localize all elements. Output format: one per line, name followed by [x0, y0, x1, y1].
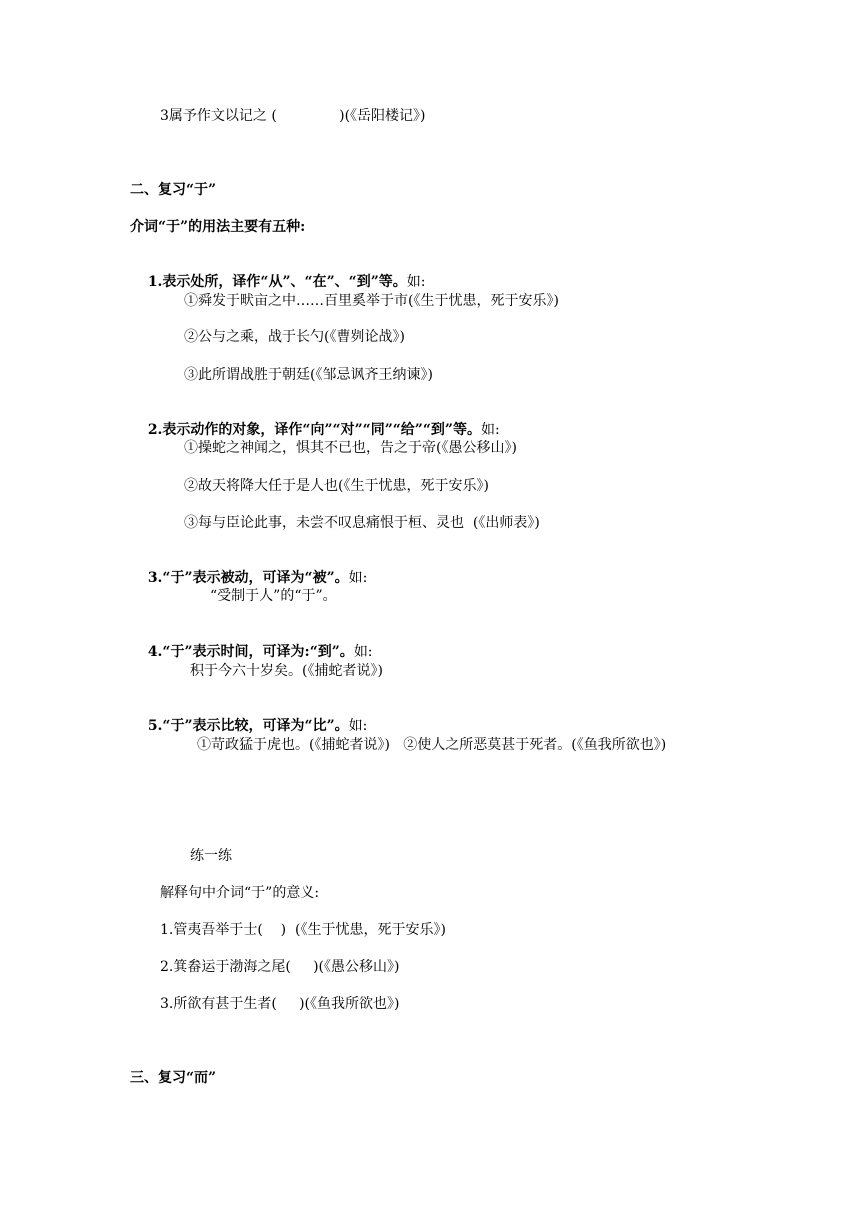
practice-item-3: 3.所欲有甚于生者( )(《鱼我所欲也》) — [160, 996, 400, 1012]
practice-item-1: 1.管夷吾举于士( ) (《生于忧患，死于安乐》) — [160, 922, 446, 938]
section-heading-er: 三、复习“而” — [130, 1070, 217, 1086]
example-3-1: “受制于人”的“于”。 — [210, 588, 337, 604]
usage-3-tail: 如: — [348, 570, 368, 586]
usage-3-title: 3.“于”表示被动，可译为“被”。 — [147, 570, 349, 586]
usage-2-title: 2.表示动作的对象，译作“向”“对”“同”“给”“到”等。 — [147, 422, 481, 438]
section-heading-yu: 二、复习“于” — [130, 182, 217, 198]
usage-5-title: 5.“于”表示比较，可译为“比”。 — [147, 718, 349, 734]
example-1-3: ③此所谓战胜于朝廷(《邹忌讽齐王纳谏》) — [184, 367, 433, 383]
usage-1-title: 1.表示处所，译作“从”、“在”、“到”等。 — [147, 274, 407, 290]
intro-text: 介词“于”的用法主要有五种: — [130, 219, 306, 235]
usage-2-tail: 如: — [480, 422, 500, 438]
usage-4-title: 4.“于”表示时间，可译为:“到”。 — [147, 644, 354, 660]
practice-heading: 练一练 — [190, 848, 232, 864]
example-2-1: ①操蛇之神闻之，惧其不已也，告之于帝(《愚公移山》) — [184, 440, 517, 456]
usage-5-tail: 如: — [348, 718, 368, 734]
example-2-2: ②故天将降大任于是人也(《生于忧患，死于安乐》) — [184, 478, 489, 494]
example-2-3: ③每与臣论此事，未尝不叹息痛恨于桓、灵也 (《出师表》) — [184, 515, 540, 531]
practice-instruction: 解释句中介词“于”的意义: — [160, 885, 320, 901]
example-1-2: ②公与之乘，战于长勺(《曹刿论战》) — [184, 329, 405, 345]
exercise-item-3: 3属予作文以记之 ( )(《岳阳楼记》) — [160, 108, 426, 124]
usage-4-tail: 如: — [353, 644, 373, 660]
example-5-1: ①苛政猛于虎也。(《捕蛇者说》) ②使人之所恶莫甚于死者。(《鱼我所欲也》) — [197, 737, 667, 753]
example-4-1: 积于今六十岁矣。(《捕蛇者说》) — [190, 663, 383, 679]
example-1-1: ①舜发于畎亩之中……百里奚举于市(《生于忧患，死于安乐》) — [184, 293, 559, 309]
usage-1-tail: 如: — [406, 274, 426, 290]
practice-item-2: 2.箕畚运于渤海之尾( )(《愚公移山》) — [160, 959, 400, 975]
